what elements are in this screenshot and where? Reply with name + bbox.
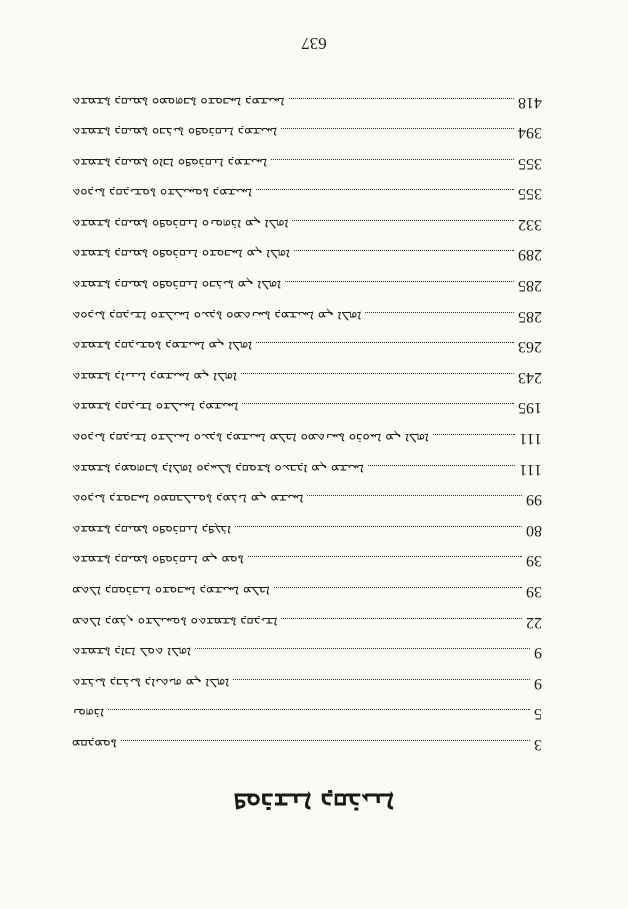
toc-row xyxy=(72,86,542,117)
dot-leader xyxy=(241,373,514,385)
table-of-contents xyxy=(72,86,542,759)
dot-leader xyxy=(256,189,514,201)
toc-row xyxy=(72,392,542,423)
toc-entry-title: ܬܫܡܫܬܐ ܕܩܝܡܬܐ ܘܒܪܝܬܐ ܘܦܘܪܩܢܐ ܕܡܫܝܚܐ xyxy=(72,124,278,140)
dot-leader xyxy=(281,618,522,630)
toc-entry-title: ܬܫܡܫܬܐ ܕܩܝܡܬܐ ܘܦܘܪܩܢܐ ܕܦܓܪܐ xyxy=(72,521,231,537)
dot-leader xyxy=(294,251,514,263)
toc-entry-title: ܬܫܡܫܬܐ ܕܩܝܡܬܐ ܘܦܘܪܩܢܐ ܡܢ ܡܘܬܐ xyxy=(72,552,244,568)
toc-row xyxy=(72,117,542,148)
toc-entry-page: 3 xyxy=(534,736,542,753)
dot-leader xyxy=(292,220,514,232)
dot-leader xyxy=(242,403,514,415)
toc-row xyxy=(72,728,542,759)
dot-leader xyxy=(281,128,514,140)
toc-entry-title: ܬܫܡܫܬܐ ܕܩܕܝܫܘܬܐ ܕܡܫܝܚܐ ܡܢ ܐܠܗܐ xyxy=(72,338,253,354)
toc-entry-page: 39 xyxy=(526,583,542,601)
toc-entry-title: ܬܫܡܫܬܐ ܕܩܝܡܬܐ ܘܦܘܪܩܢܐ ܘܒܪܝܬܐ ܡܢ ܐܠܗܐ xyxy=(72,277,282,293)
toc-entry-page: 285 xyxy=(518,277,542,295)
toc-entry-page: 332 xyxy=(518,215,542,233)
toc-row xyxy=(72,606,542,637)
toc-row xyxy=(72,361,542,392)
toc-row xyxy=(72,575,542,606)
toc-entry-page: 22 xyxy=(526,613,542,631)
toc-entry-title: ܬܘܕܝܬܐ ܕܩܕܝܫܐ ܘܫܠܝܚܐ ܘܥܕܬܐ ܘܡܬܢܚܬܐ ܕܡܫܝܚܐ ܡܢ ܐܠܗܐ xyxy=(72,307,362,323)
toc-entry-page: 394 xyxy=(518,124,542,142)
toc-entry-title: ܬܫܡܫܬܐ ܕܐܒܐ ܠܘܬ ܐܠܗܐ xyxy=(72,644,191,660)
toc-entry-title: ܢܘܗܪܐ xyxy=(72,705,104,721)
toc-row xyxy=(72,147,542,178)
dot-leader xyxy=(433,434,515,446)
toc-row xyxy=(72,514,542,545)
dot-leader xyxy=(271,159,514,171)
toc-entry-title: ܬܫܡܫܬܐ ܕܩܕܝܫܐ ܘܫܠܝܚܐ ܕܡܫܝܚܐ xyxy=(72,399,239,415)
toc-entry-title: ܡܬܠܐ ܕܩܘܪܒܢܐ ܘܫܘܒܚܐ ܕܡܫܝܚܐ ܡܠܟܐ xyxy=(72,583,270,599)
toc-row xyxy=(72,300,542,331)
toc-entry-title: ܡܩܕܡܘܬܐ xyxy=(72,736,117,751)
toc-row xyxy=(72,545,542,576)
toc-entry-title: ܬܘܕܝܬܐ ܕܩܕܝܫܘܬܐ ܘܫܠܝܚܘܬܐ ܕܡܫܝܚܐ xyxy=(72,185,253,201)
dot-leader xyxy=(274,587,522,599)
toc-entry-title: ܬܫܪܝܬܐ ܕܒܪܝܬܐ ܕܐܝܬܝܗ ܡܢ ܐܠܗܐ xyxy=(72,674,230,690)
page-heading: ܦܘܪܫܢܐ ܕܩܪܝܢܐ xyxy=(233,787,395,817)
dot-leader xyxy=(108,709,530,721)
dot-leader xyxy=(285,281,514,293)
toc-entry-title: ܬܫܡܫܬܐ ܕܡܘܗܒܬܐ ܕܐܠܗܐ ܘܕܚܠܬܐ ܕܩܘܫܬܐ ܘܥܒܕܐ ܡܢ ܡܫܝܚܐ xyxy=(72,460,364,476)
toc-entry-page: 80 xyxy=(526,521,542,539)
toc-row xyxy=(72,453,542,484)
toc-entry-page: 418 xyxy=(518,93,542,111)
dot-leader xyxy=(121,740,530,752)
toc-entry-page: 99 xyxy=(526,491,542,509)
dot-leader xyxy=(289,98,514,110)
toc-entry-page: 39 xyxy=(526,552,542,570)
dot-leader xyxy=(365,312,514,324)
dot-leader xyxy=(248,556,522,568)
toc-entry-title: ܬܫܡܫܬܐ ܕܩܝܡܬܐ ܘܡܘܗܒܬܐ ܘܫܘܒܚܐ ܕܡܫܝܚܐ xyxy=(72,93,285,109)
toc-entry-page: 9 xyxy=(534,674,542,692)
toc-entry-page: 195 xyxy=(518,399,542,417)
toc-row xyxy=(72,637,542,668)
toc-entry-title: ܬܘܕܝܬܐ ܕܫܘܒܚܐ ܘܡܩܒܠܢܘܬܐ ܕܡܪܝܐ ܡܢ ܡܫܝܚܐ xyxy=(72,491,304,507)
toc-entry-title: ܬܫܡܫܬܐ ܕܐܝܢܝܐ ܕܡܫܝܚܐ ܡܢ ܐܠܗܐ xyxy=(72,368,237,384)
toc-row xyxy=(72,331,542,362)
toc-entry-title: ܬܫܡܫܬܐ ܕܩܝܡܬܐ ܘܦܘܪܩܢܐ ܘܢܘܗܪܐ ܡܢ ܐܠܗܐ xyxy=(72,215,289,231)
toc-row xyxy=(72,667,542,698)
toc-row xyxy=(72,178,542,209)
dot-leader xyxy=(233,679,530,691)
toc-row xyxy=(72,484,542,515)
toc-entry-page: 263 xyxy=(518,338,542,356)
toc-entry-page: 355 xyxy=(518,185,542,203)
dot-leader xyxy=(195,648,530,660)
dot-leader xyxy=(235,526,522,538)
dot-leader xyxy=(368,465,515,477)
toc-row xyxy=(72,698,542,729)
toc-entry-title: ܬܫܡܫܬܐ ܕܩܝܡܬܐ ܘܦܘܪܩܢܐ ܘܫܘܒܚܐ ܡܢ ܐܠܗܐ xyxy=(72,246,291,262)
page-number: 637 xyxy=(301,34,327,53)
toc-entry-page: 285 xyxy=(518,307,542,325)
toc-entry-page: 111 xyxy=(519,460,542,478)
toc-entry-page: 243 xyxy=(518,368,542,386)
toc-entry-page: 111 xyxy=(519,430,542,448)
toc-row xyxy=(72,239,542,270)
toc-entry-page: 5 xyxy=(534,705,542,723)
toc-row xyxy=(72,208,542,239)
toc-row xyxy=(72,422,542,453)
toc-entry-page: 355 xyxy=(518,154,542,172)
toc-entry-page: 289 xyxy=(518,246,542,264)
toc-entry-title: ܬܘܕܝܬܐ ܕܩܕܝܫܐ ܘܫܠܝܚܐ ܘܥܕܬܐ ܕܡܫܝܚܐ ܡܠܟܐ ܘܡܬܢܚܬܐ ܘܪܘܚܐ ܡܢ ܐܠܗܐ xyxy=(72,430,429,446)
toc-entry-title: ܡܬܠܐ ܕܡܪܢ ܘܫܠܝܚܘܬܐ ܘܬܫܡܫܬܐ ܕܩܕܝܫܐ xyxy=(72,613,278,629)
toc-row xyxy=(72,270,542,301)
toc-entry-title: ܬܫܡܫܬܐ ܕܩܝܡܬܐ ܘܐܒܐ ܘܦܘܪܩܢܐ ܕܡܫܝܚܐ xyxy=(72,154,268,170)
dot-leader xyxy=(256,342,514,354)
toc-entry-page: 9 xyxy=(534,644,542,662)
dot-leader xyxy=(307,495,522,507)
